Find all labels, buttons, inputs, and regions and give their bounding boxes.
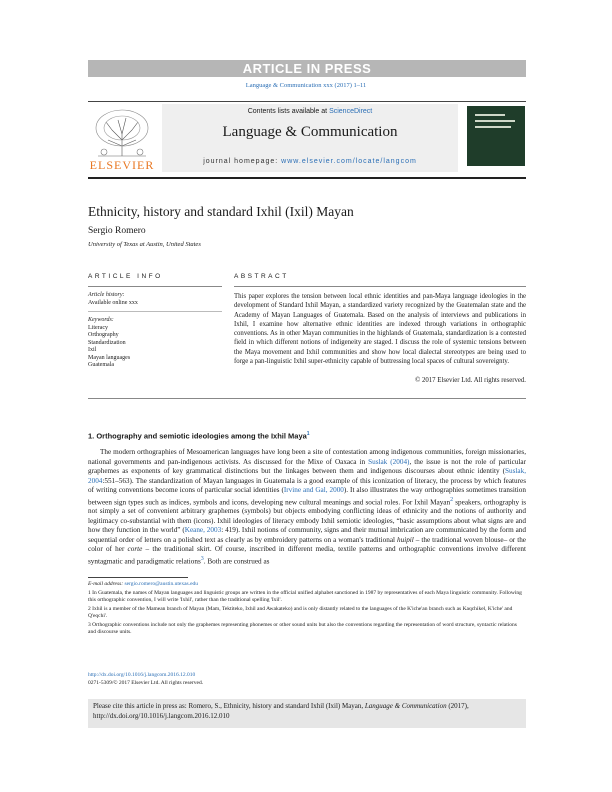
abstract-copyright: © 2017 Elsevier Ltd. All rights reserved. [415,377,526,384]
text-run: The modern orthographies of Mesoamerican languages have long been a site of contestation among indigenous communities, foreign missionaries, national governments and pan-indigenous activists. As discussed for the Mixe of Oaxaca in [88,448,526,466]
abstract-rule [234,286,526,287]
article-info-rule [88,286,222,287]
email-footnote [88,581,526,588]
citation-link[interactable]: Suslak (2004) [368,457,410,466]
doi-link[interactable]: http://dx.doi.org/10.1016/j.langcom.2016.12.010 [88,672,196,678]
text-run: , the issue is not the role of particular graphemes as exponents of key grammatical distinctions but the linkages between them and indigenous discourses about ethnic identity ( [88,457,526,475]
text-run: – the traditional skirt. Of course, inscribed in different media, textile patterns and orthographic conventions involve different syntagmatic and paradigmatic relations [88,545,526,566]
author-affiliation: University of Texas at Austin, United States [88,241,201,248]
italic-term: corte [127,545,143,554]
contents-line [162,108,458,115]
text-run: – the traditional woven blouse– or the color of her [88,535,526,554]
email-label: E-mail address: [88,581,125,587]
footnote-ref[interactable]: 1 [306,431,310,437]
abstract-bottom-rule [88,398,526,399]
text-run: :551–563). The standardization of Mayan languages in Guatemala is a good example of this iconization of literacy, the process by which features of writing conventions become icons of particular social identities ( [88,476,526,494]
article-history [88,292,138,307]
header-top-rule [88,101,526,102]
citation-link[interactable]: Irvine and Gal, 2000 [283,486,344,494]
keyword-item: Literacy [88,324,108,331]
article-in-press-banner: ARTICLE IN PRESS [88,60,526,77]
cite-suffix: (2017), http://dx.doi.org/10.1016/j.langcom.2016.12.010 [93,702,469,720]
history-label: Article history: [88,292,125,298]
abstract-text: This paper explores the tension between local ethnic identities and pan-Maya language ideologies in the development of Standard Ixhil Mayan, a standardized variety recognized by the Guatemalan state and the Academy of Mayan Languages of Guatemala. Based on the analysis of interviews and publications in Ixhil, I examine how alternative ethnic identities are indexed through variations in orthographic conventions. As in other Mayan communities in the highlands of Guatemala, standardization is a contested field in which different notions of indigeneity are staged. I discuss the role of systemic tensions between the Maya movement and Ixhil communities and show how local dialectal stereotypes are being used to forge a pan-linguistic Ixhil super-ethnicity capable of buttressing local spaces of cultural sovereignty. [234,293,526,366]
section-title: 1. Orthography and semiotic ideologies among the Ixhil Maya [88,431,307,441]
footnote-ref[interactable]: 2 [450,496,454,503]
footnote-1: 1 In Guatemala, the names of Mayan languages and linguistic groups are written in the official unified alphabet sanctioned in 1987 by representatives of each Maya linguistic community. Following this orthographic convention, I will write 'Ixhil', rather than the traditional spelling 'Ixil'. [88,590,522,603]
keywords-label: Keywords: [88,317,114,323]
keywords-block [88,317,130,370]
footnote-2: 2 Ixhil is a member of the Mamean branch of Mayan (Mam, Tektiteko, Ixhil and Awakateko) and is only distantly related to the languages of the K'iche'an branch such as Kaqchikel, K'iche' and Q'eqchi'. [88,606,513,619]
section-heading [88,431,310,441]
publisher-logo: ELSEVIER [89,158,155,172]
history-value: Available online xxx [88,299,138,306]
cover-line [475,114,505,116]
keyword-item: Ixil [88,347,97,353]
citation-link[interactable]: Suslak, 2004 [88,467,526,485]
keyword-item: Guatemala [88,362,114,368]
body-text [88,448,526,567]
issn-line: 0271-5309/© 2017 Elsevier Ltd. All rights reserved. [88,680,204,686]
homepage-prefix: journal homepage: [203,158,282,165]
cover-line [475,120,515,122]
sciencedirect-link[interactable]: ScienceDirect [329,108,373,115]
citation-box [88,699,526,728]
article-info-heading: ARTICLE INFO [88,273,163,280]
text-run: ). It also illustrates the way orthographies sometimes transition between sign types such as indices, symbols and icons, developing new cultural meanings and social roles. For Ixhil Mayan [88,486,526,506]
author-name: Sergio Romero [88,226,146,236]
homepage-link[interactable]: www.elsevier.com/locate/langcom [281,158,417,165]
cite-prefix: Please cite this article in press as: Romero, S., Ethnicity, history and standard Ixhil (Ixil) Mayan, [93,702,365,710]
text-run: . Both are construed as [203,557,270,566]
footnote-3: 3 Orthographic conventions include not only the graphemes representing phonemes or other sound units but also the conventions regarding the representation of word structure, syntactic relations and discourse units. [88,622,517,635]
text-run: speakers, orthography is not simply a set of convenient arbitrary graphemes (symbols) but objects embodying conflicting ideas of ethnicity and the notions of authority and legitimacy co-substantial with them (icons). Ixhil ideologies of literacy embody Ixhil semiotic ideologies, “basic assumptions about what signs are and how they function in the world” ( [88,497,526,535]
history-rule [88,311,222,312]
cover-line [475,126,511,128]
citation-link[interactable]: Keane, 2003 [184,526,222,535]
header-bottom-rule [88,177,526,179]
footnote-ref[interactable]: 3 [200,555,204,562]
email-link[interactable]: sergio.romero@austin.utexas.edu [124,581,199,587]
keyword-item: Orthography [88,332,119,338]
text-run: : 419). Ixhil notions of community, signs and their mutual imbrication are communicated by the form and sequential order of letters on a polished text as clearly as by embroidery patterns on a woman's traditional [88,526,526,544]
keyword-item: Standardization [88,339,126,346]
cite-journal: Language & Communication [364,702,447,710]
homepage-line [162,158,458,165]
journal-cover-thumbnail [467,106,525,166]
journal-reference[interactable]: Language & Communication xxx (2017) 1–11 [245,82,367,89]
abstract-heading: ABSTRACT [234,273,289,280]
contents-prefix: Contents lists available at [247,108,330,115]
footnote-rule [88,577,188,578]
italic-term: huipil [397,535,414,544]
article-title: Ethnicity, history and standard Ixhil (Ixil) Mayan [88,204,354,219]
journal-title: Language & Communication [222,124,398,140]
paragraph [88,448,526,567]
keyword-item: Mayan languages [88,354,131,361]
